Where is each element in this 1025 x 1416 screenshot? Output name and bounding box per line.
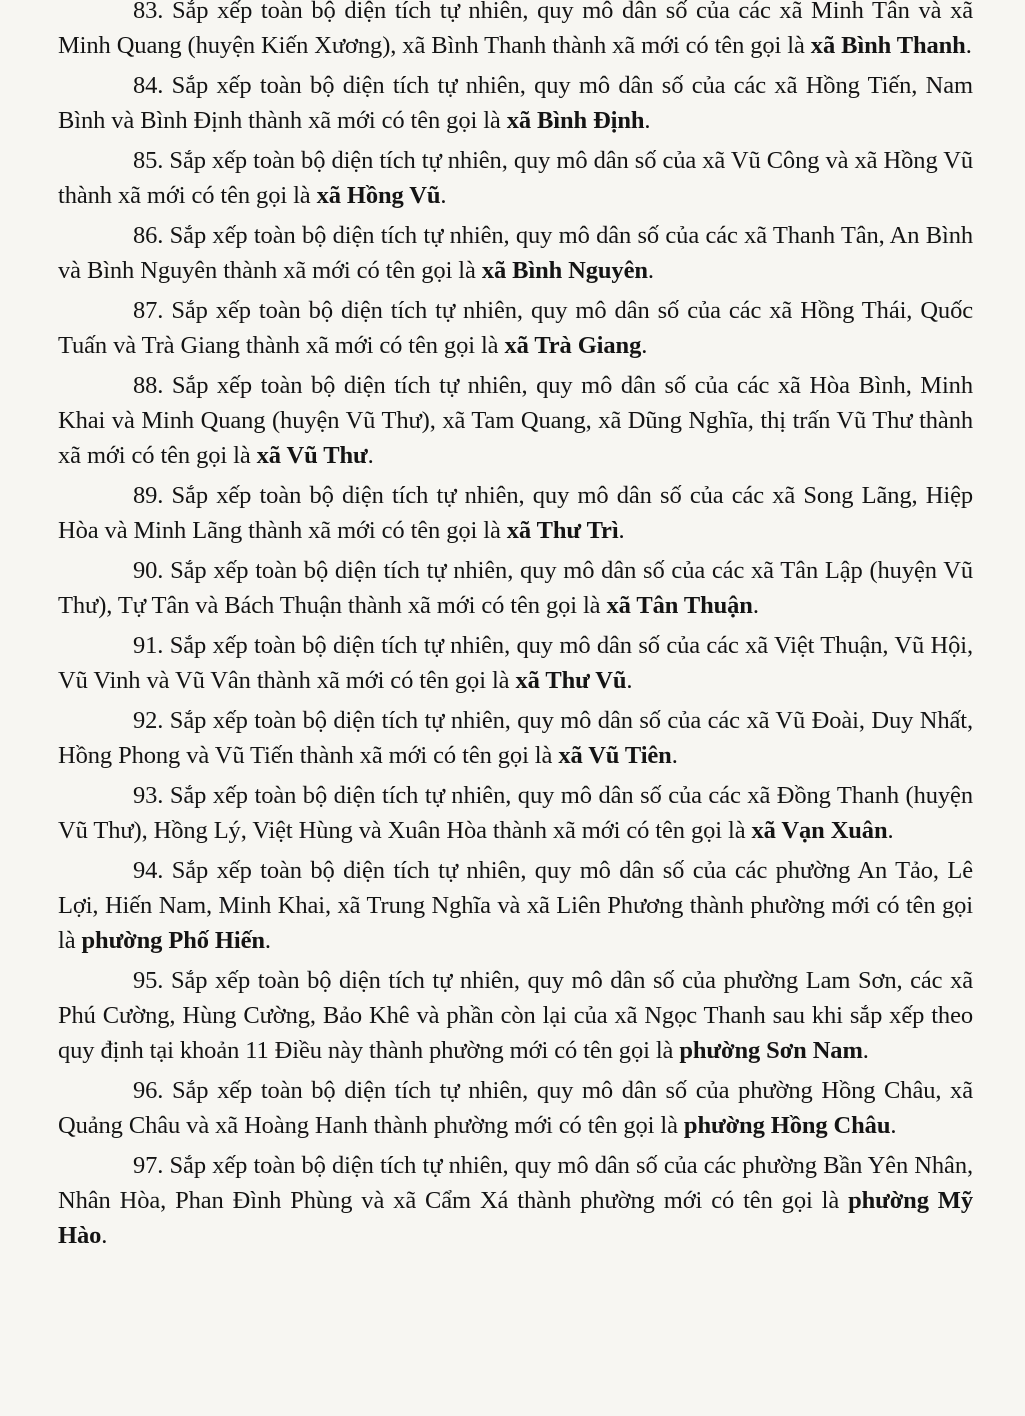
clause-90	[58, 553, 973, 623]
clause-text: 92. Sắp xếp toàn bộ diện tích tự nhiên, quy mô dân số của các xã Vũ Đoài, Duy Nhất, Hồng Phong và Vũ Tiến thành xã mới có tên gọi là	[58, 707, 973, 769]
clause-end: .	[641, 332, 648, 359]
clause-91	[58, 628, 973, 698]
clause-93	[58, 778, 973, 848]
new-unit-name: phường Sơn Nam	[679, 1037, 863, 1064]
clause-end: .	[367, 442, 374, 469]
clause-end: .	[890, 1112, 897, 1139]
clause-text: 97. Sắp xếp toàn bộ diện tích tự nhiên, quy mô dân số của các phường Bần Yên Nhân, Nhân Hòa, Phan Đình Phùng và xã Cẩm Xá thành phường mới có tên gọi là	[58, 1152, 973, 1214]
clause-end: .	[440, 182, 447, 209]
clause-text: 84. Sắp xếp toàn bộ diện tích tự nhiên, quy mô dân số của các xã Hồng Tiến, Nam Bình và Bình Định thành xã mới có tên gọi là	[58, 72, 973, 134]
clause-end: .	[647, 257, 654, 284]
clause-end: .	[862, 1037, 869, 1064]
clause-end: .	[264, 927, 271, 954]
clause-89	[58, 478, 973, 548]
clause-86	[58, 218, 973, 288]
clause-end: .	[671, 742, 678, 769]
new-unit-name: xã Thư Trì	[506, 517, 619, 544]
clause-text: 86. Sắp xếp toàn bộ diện tích tự nhiên, quy mô dân số của các xã Thanh Tân, An Bình và Bình Nguyên thành xã mới có tên gọi là	[58, 222, 973, 284]
clause-end: .	[887, 817, 894, 844]
clause-text: 90. Sắp xếp toàn bộ diện tích tự nhiên, quy mô dân số của các xã Tân Lập (huyện Vũ Thư), Tự Tân và Bách Thuận thành xã mới có tên gọi là	[58, 557, 973, 619]
clause-end: .	[101, 1222, 108, 1249]
new-unit-name: xã Thư Vũ	[515, 667, 627, 694]
clause-end: .	[965, 32, 972, 59]
clause-end: .	[752, 592, 759, 619]
clause-text: 88. Sắp xếp toàn bộ diện tích tự nhiên, quy mô dân số của các xã Hòa Bình, Minh Khai và Minh Quang (huyện Vũ Thư), xã Tam Quang, xã Dũng Nghĩa, thị trấn Vũ Thư thành xã mới có tên gọi là	[58, 372, 973, 469]
clause-87	[58, 293, 973, 363]
clause-84	[58, 68, 973, 138]
clause-94	[58, 853, 973, 958]
clause-text: 95. Sắp xếp toàn bộ diện tích tự nhiên, quy mô dân số của phường Lam Sơn, các xã Phú Cường, Hùng Cường, Bảo Khê và phần còn lại của xã Ngọc Thanh sau khi sắp xếp theo quy định tại khoản 11 Điều này thành phường mới có tên gọi là	[58, 967, 973, 1064]
clause-83	[58, 0, 973, 63]
clause-85	[58, 143, 973, 213]
clause-end: .	[626, 667, 633, 694]
new-unit-name: xã Trà Giang	[504, 332, 642, 359]
clause-95	[58, 963, 973, 1068]
clause-text: 85. Sắp xếp toàn bộ diện tích tự nhiên, quy mô dân số của xã Vũ Công và xã Hồng Vũ thành xã mới có tên gọi là	[58, 147, 973, 209]
new-unit-name: xã Vũ Thư	[256, 442, 368, 469]
new-unit-name: phường Hồng Châu	[683, 1112, 891, 1139]
new-unit-name: xã Bình Định	[506, 107, 645, 134]
new-unit-name: phường Mỹ Hào	[58, 1187, 973, 1249]
new-unit-name: xã Tân Thuận	[606, 592, 753, 619]
clause-text: 91. Sắp xếp toàn bộ diện tích tự nhiên, quy mô dân số của các xã Việt Thuận, Vũ Hội, Vũ Vinh và Vũ Vân thành xã mới có tên gọi là	[58, 632, 973, 694]
new-unit-name: xã Bình Thanh	[810, 32, 966, 59]
new-unit-name: phường Phố Hiến	[81, 927, 265, 954]
clause-text: 87. Sắp xếp toàn bộ diện tích tự nhiên, quy mô dân số của các xã Hồng Thái, Quốc Tuấn và Trà Giang thành xã mới có tên gọi là	[58, 297, 973, 359]
clause-end: .	[618, 517, 625, 544]
new-unit-name: xã Vũ Tiên	[558, 742, 672, 769]
clause-text: 94. Sắp xếp toàn bộ diện tích tự nhiên, quy mô dân số của các phường An Tảo, Lê Lợi, Hiến Nam, Minh Khai, xã Trung Nghĩa và xã Liên Phương thành phường mới có tên gọi là	[58, 857, 973, 954]
clause-92	[58, 703, 973, 773]
clause-text: 96. Sắp xếp toàn bộ diện tích tự nhiên, quy mô dân số của phường Hồng Châu, xã Quảng Châu và xã Hoàng Hanh thành phường mới có tên gọi là	[58, 1077, 973, 1139]
clause-text: 89. Sắp xếp toàn bộ diện tích tự nhiên, quy mô dân số của các xã Song Lãng, Hiệp Hòa và Minh Lãng thành xã mới có tên gọi là	[58, 482, 973, 544]
clause-96	[58, 1073, 973, 1143]
new-unit-name: xã Hồng Vũ	[316, 182, 441, 209]
clause-text: 93. Sắp xếp toàn bộ diện tích tự nhiên, quy mô dân số của các xã Đồng Thanh (huyện Vũ Thư), Hồng Lý, Việt Hùng và Xuân Hòa thành xã mới có tên gọi là	[58, 782, 973, 844]
new-unit-name: xã Bình Nguyên	[481, 257, 648, 284]
clause-text: 83. Sắp xếp toàn bộ diện tích tự nhiên, quy mô dân số của các xã Minh Tân và xã Minh Quang (huyện Kiến Xương), xã Bình Thanh thành xã mới có tên gọi là	[58, 0, 973, 59]
new-unit-name: xã Vạn Xuân	[751, 817, 888, 844]
clause-88	[58, 368, 973, 473]
clause-97	[58, 1148, 973, 1253]
clause-end: .	[644, 107, 651, 134]
